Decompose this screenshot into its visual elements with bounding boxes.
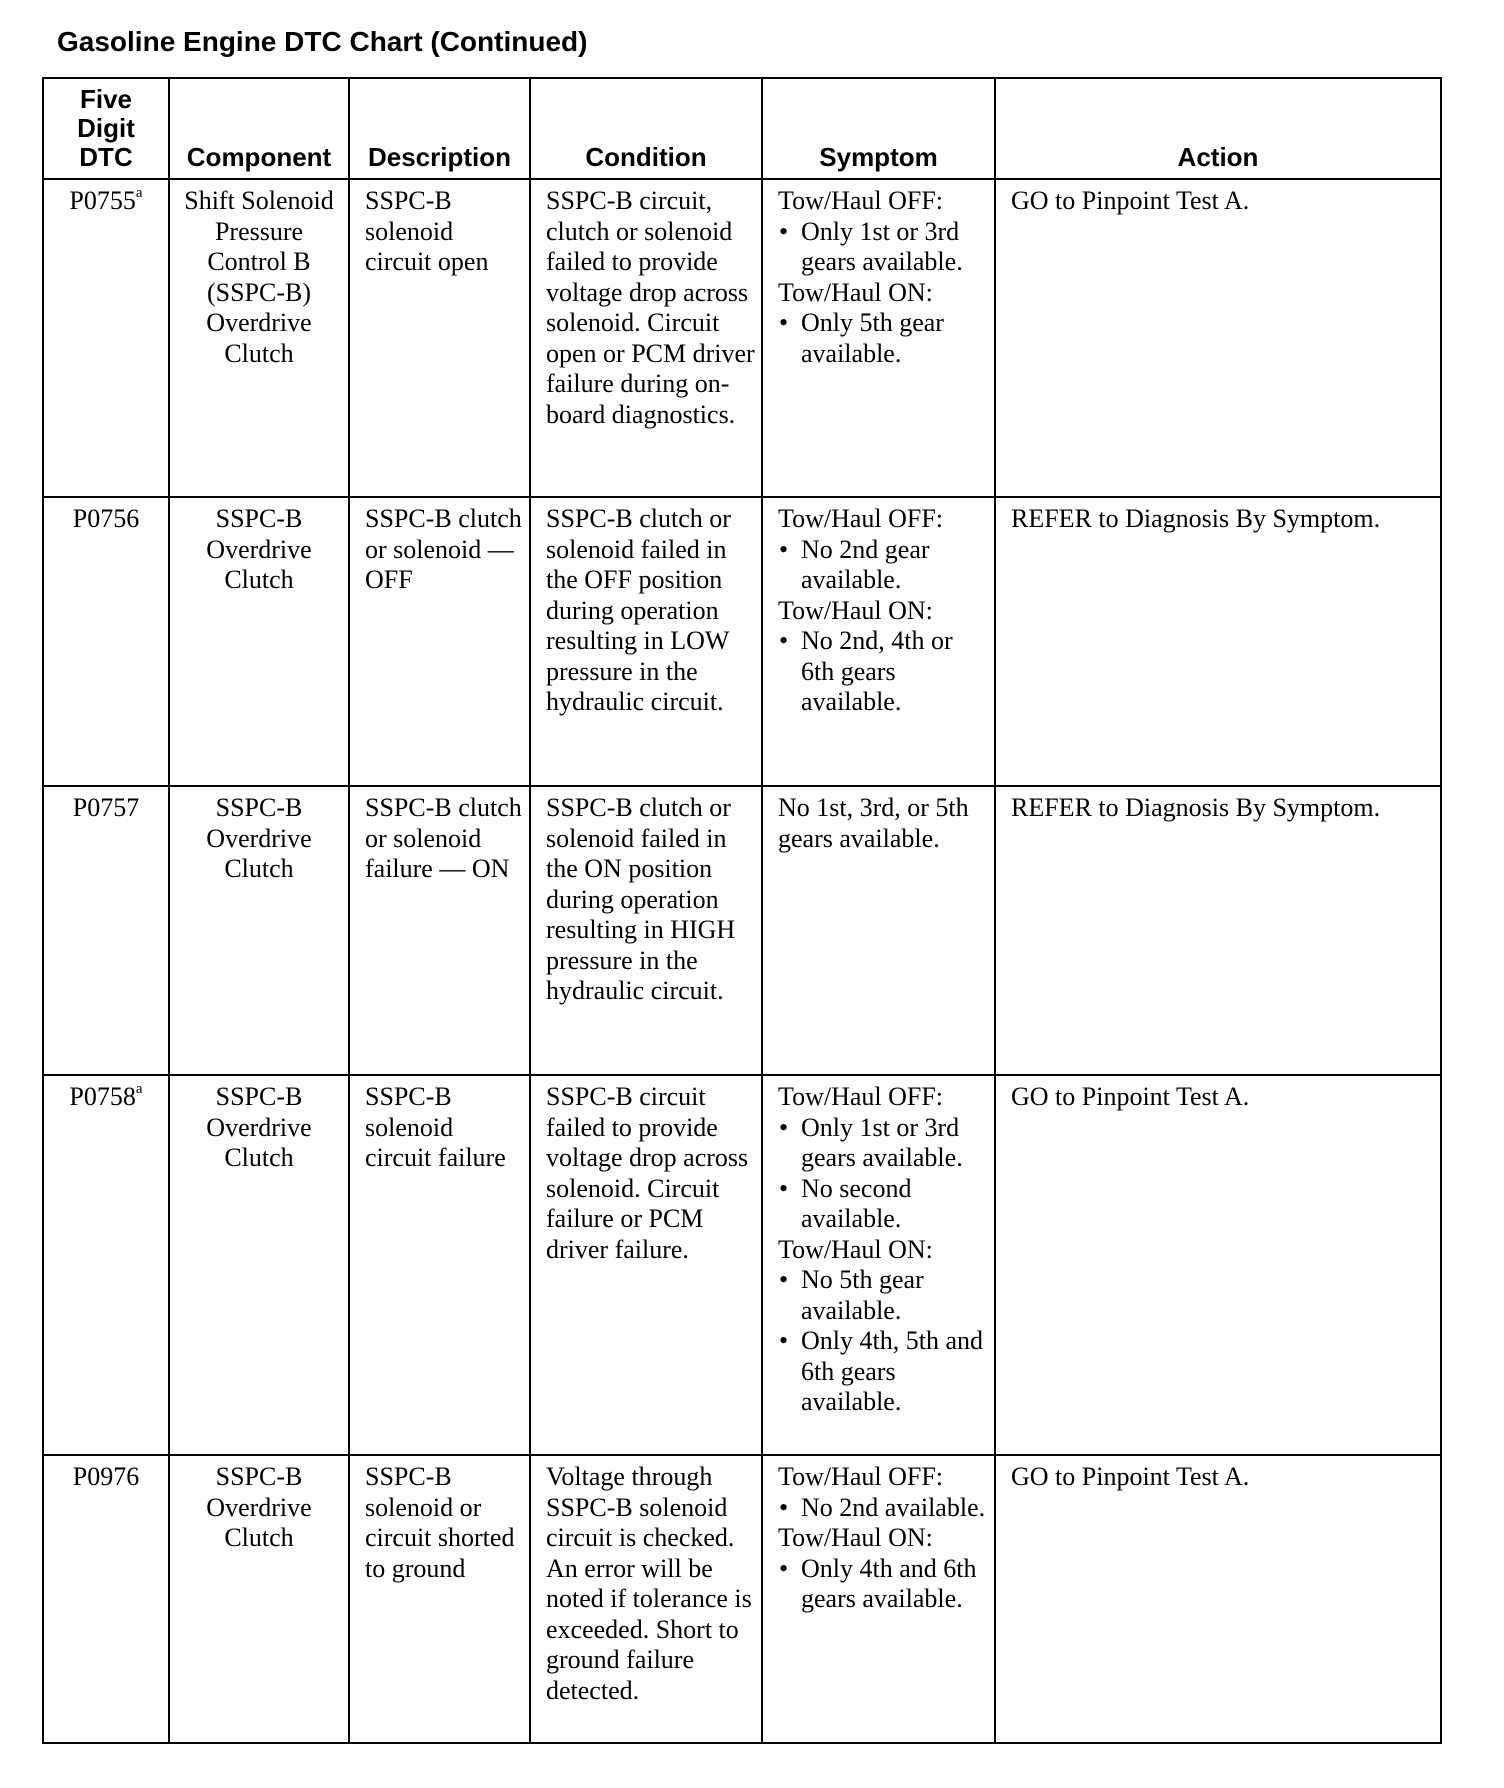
dtc-code: P0756 [72,504,140,533]
condition-cell: SSPC-B clutch or solenoid failed in the ON position during operation resulting in HIGH pressure in the hydraulic circuit. [530,786,762,1075]
header-component: Component [169,78,349,179]
header-condition: Condition [530,78,762,179]
header-dtc [43,78,169,179]
description-cell: SSPC-B clutch or solenoid — OFF [349,497,530,786]
symptom-heading: Tow/Haul ON: [778,277,933,307]
description-cell: SSPC-B solenoid circuit open [349,179,530,497]
table-header-row [43,78,1441,179]
header-description: Description [349,78,530,179]
action-cell: REFER to Diagnosis By Symptom. [995,497,1441,786]
symptom-bullet: • No 5th gear available. [778,1265,988,1326]
symptom-bullet: • No 2nd gear available. [778,535,988,596]
component-cell: Shift Solenoid Pressure Control B (SSPC-B) Overdrive Clutch [169,179,349,497]
symptom-bullet: • Only 1st or 3rd gears available. [778,217,988,278]
symptom-heading: Tow/Haul OFF: [778,186,944,215]
component-cell: SSPC-B Overdrive Clutch [169,786,349,1075]
table-row [43,1455,1441,1743]
symptom-bullet: • Only 5th gear available. [778,308,988,369]
condition-cell: SSPC-B clutch or solenoid failed in the OFF position during operation resulting in LOW pressure in the hydraulic circuit. [530,497,762,786]
footnote-marker: a [135,185,143,202]
component-cell: SSPC-B Overdrive Clutch [169,497,349,786]
action-cell: GO to Pinpoint Test A. [995,179,1441,497]
symptom-text: No 1st, 3rd, or 5th gears available. [778,793,969,853]
symptom-bullet: • No 2nd available. [778,1493,988,1524]
dtc-code-cell [43,1455,169,1743]
header-action: Action [995,78,1441,179]
dtc-code-cell [43,786,169,1075]
header-dtc-line: DTC [79,142,133,172]
description-cell: SSPC-B solenoid or circuit shorted to ground [349,1455,530,1743]
action-cell: REFER to Diagnosis By Symptom. [995,786,1441,1075]
symptom-heading: Tow/Haul OFF: [778,1082,944,1111]
description-cell: SSPC-B solenoid circuit failure [349,1075,530,1455]
table-row [43,1075,1441,1455]
symptom-bullet: • Only 4th, 5th and 6th gears available. [778,1326,988,1418]
component-cell: SSPC-B Overdrive Clutch [169,1075,349,1455]
dtc-code-cell [43,1075,169,1455]
page-title: Gasoline Engine DTC Chart (Continued) [57,26,588,57]
action-cell: GO to Pinpoint Test A. [995,1455,1441,1743]
symptom-bullet: • Only 1st or 3rd gears available. [778,1113,988,1174]
symptom-cell [762,1455,995,1743]
action-cell: GO to Pinpoint Test A. [995,1075,1441,1455]
condition-cell: SSPC-B circuit, clutch or solenoid failed to provide voltage drop across solenoid. Circuit open or PCM driver failure during on-board diagnostics. [530,179,762,497]
component-cell: SSPC-B Overdrive Clutch [169,1455,349,1743]
dtc-code: P0757 [72,793,140,822]
dtc-code: P0755 [69,186,136,215]
header-dtc-line: Digit [77,113,135,143]
symptom-bullet: • No second available. [778,1174,988,1235]
footnote-marker: a [135,1081,143,1098]
symptom-heading: Tow/Haul ON: [778,595,933,625]
symptom-cell [762,497,995,786]
description-cell: SSPC-B clutch or solenoid failure — ON [349,786,530,1075]
dtc-code-cell [43,179,169,497]
header-dtc-line: Five [79,84,133,114]
dtc-table [42,77,1442,1744]
symptom-heading: Tow/Haul OFF: [778,1462,944,1491]
condition-cell: Voltage through SSPC-B solenoid circuit is checked. An error will be noted if tolerance is exceeded. Short to ground failure detected. [530,1455,762,1743]
table-row [43,497,1441,786]
symptom-cell [762,179,995,497]
symptom-bullet: • Only 4th and 6th gears available. [778,1554,988,1615]
symptom-bullet: • No 2nd, 4th or 6th gears available. [778,626,988,718]
symptom-heading: Tow/Haul OFF: [778,504,944,533]
symptom-cell [762,786,995,1075]
dtc-code-cell [43,497,169,786]
dtc-code: P0976 [72,1462,140,1491]
symptom-heading: Tow/Haul ON: [778,1234,933,1264]
header-symptom: Symptom [762,78,995,179]
symptom-heading: Tow/Haul ON: [778,1523,933,1552]
symptom-cell [762,1075,995,1455]
dtc-code: P0758 [69,1082,136,1111]
table-row [43,179,1441,497]
table-row [43,786,1441,1075]
condition-cell: SSPC-B circuit failed to provide voltage drop across solenoid. Circuit failure or PCM driver failure. [530,1075,762,1455]
